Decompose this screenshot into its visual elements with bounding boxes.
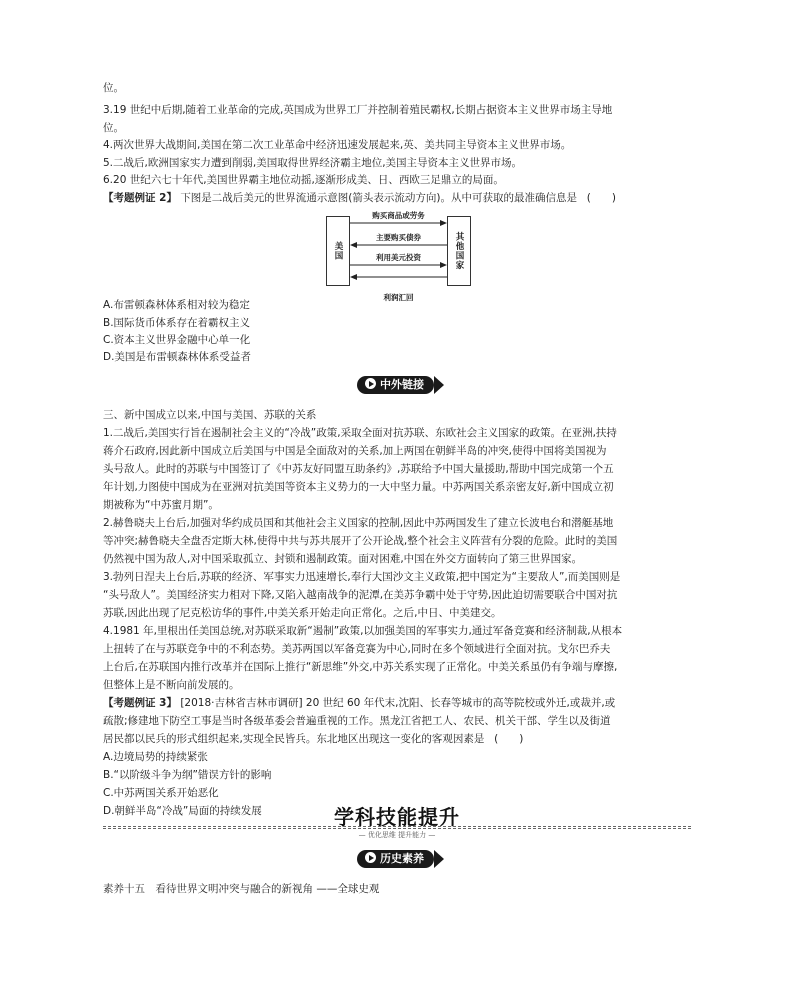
text-line: 4.1981 年,里根出任美国总统,对苏联采取新“遏制”政策,以加强美国的军事实力,通过军备竞赛和经济制裁,从根本	[103, 625, 623, 637]
answer-bracket: ( )	[494, 733, 524, 745]
text-line: 1.二战后,美国实行旨在遏制社会主义的“冷战”政策,采取全面对抗苏联、东欧社会主义国家的政策。在亚洲,扶持	[103, 427, 617, 439]
flow-label: 主要购买债券	[376, 233, 421, 242]
text-line: 年计划,力图使中国成为在亚洲对抗美国等资本主义势力的一大中坚力量。中苏两国关系亲密友好,新中国成立初	[103, 481, 614, 493]
text-line: 仍然视中国为敌人,对中国采取孤立、封锁和遏制政策。面对困难,中国在外交方面转向了第三世界国家。	[103, 553, 583, 565]
text-line: 5.二战后,欧洲国家实力遭到削弱,美国取得世界经济霸主地位,美国主导资本主义世界市场。	[103, 157, 523, 169]
arrow-left-icon	[350, 274, 447, 280]
text-line: 6.20 世纪六七十年代,美国世界霸主地位动摇,逐渐形成美、日、西欧三足鼎立的局面。	[103, 174, 504, 186]
divider	[103, 828, 691, 829]
text-line: 等冲突;赫鲁晓夫全盘否定斯大林,使得中共与苏共展开了公开论战,整个社会主义阵营有分裂的危险。此时的美国	[103, 535, 618, 547]
flow-arrow-right	[350, 210, 447, 226]
play-icon	[365, 378, 376, 389]
flow-label: 购买商品或劳务	[372, 211, 425, 220]
diagram-others-label: 其他国家	[454, 232, 464, 270]
text-line: 疏散;修建地下防空工事是当时各级革委会普遍重视的工作。黑龙江省把工人、农民、机关干部、学生以及街道	[103, 715, 611, 727]
text-line	[103, 730, 693, 748]
example-tag: 【考题例证 2】	[103, 192, 177, 204]
text-line: 苏联,因此出现了尼克松访华的事件,中美关系开始走向正常化。之后,中日、中美建交。	[103, 607, 502, 619]
option-a: A.边境局势的持续紧张	[103, 751, 208, 763]
text-line: 3.19 世纪中后期,随着工业革命的完成,英国成为世界工厂并控制着殖民霸权,长期占据资本主义世界市场主导地	[103, 104, 613, 116]
text-line: 上台后,在苏联国内推行改革并在国际上推行“新思维”外交,中苏关系实现了正常化。中美关系虽仍有争端与摩擦,	[103, 661, 618, 673]
text-line: 2.赫鲁晓夫上台后,加强对华约成员国和其他社会主义国家的控制,因此中苏两国发生了建立长波电台和潜艇基地	[103, 517, 614, 529]
skills-subtitle: — 优化思维 提升能力 —	[358, 831, 436, 839]
text-line: 头号敌人。此时的苏联与中国签订了《中苏友好同盟互助条约》,苏联给予中国大量援助,帮助中国完成第一个五	[103, 463, 614, 475]
text-line: 3.勃列日涅夫上台后,苏联的经济、军事实力迅速增长,奉行大国沙文主义政策,把中国定为“主要敌人”,而美国则是	[103, 571, 621, 583]
example-2-question	[103, 189, 693, 207]
flow-label: 利润汇回	[383, 293, 414, 302]
diagram-usa-box	[326, 216, 350, 286]
example-3-question	[103, 694, 693, 712]
section-heading: 三、新中国成立以来,中国与美国、苏联的关系	[103, 409, 317, 421]
dollar-flow-diagram	[326, 211, 471, 302]
answer-bracket: ( )	[586, 192, 616, 204]
arrow-left-icon	[350, 242, 447, 248]
badge-label: 历史素养	[380, 852, 424, 865]
flow-arrow-left	[350, 232, 447, 248]
flow-arrow-right	[350, 252, 447, 268]
text-line: 但整体上是不断向前发展的。	[103, 679, 240, 691]
play-icon	[365, 852, 376, 863]
text-line: 4.两次世界大战期间,美国在第二次工业革命中经济迅速发展起来,英、美共同主导资本主义世界市场。	[103, 139, 572, 151]
option-d: D.美国是布雷顿森林体系受益者	[103, 351, 251, 363]
question-text: 下图是二战后美元的世界流通示意图(箭头表示流动方向)。从中可获取的最准确信息是	[180, 192, 578, 204]
diagram-usa-label: 美国	[333, 241, 343, 261]
text-line: 位。	[103, 82, 124, 94]
option-c: C.资本主义世界金融中心单一化	[103, 334, 251, 346]
option-c: C.中苏两国关系开始恶化	[103, 787, 219, 799]
question-text: 20 世纪 60 年代末,沈阳、长春等城市的高等院校或外迁,或裁并,或	[305, 697, 616, 709]
option-d: D.朝鲜半岛“冷战”局面的持续发展	[103, 805, 262, 817]
arrow-right-icon	[350, 220, 447, 226]
text-line: 位。	[103, 122, 124, 134]
option-b: B.“以阶级斗争为纲”错误方针的影响	[103, 769, 272, 781]
example-tag: 【考题例证 3】	[103, 697, 177, 709]
question-text: 居民都以民兵的形式组织起来,实现全民皆兵。东北地区出现这一变化的客观因素是	[103, 733, 485, 745]
section-badge-history	[357, 850, 434, 868]
text-line: 上扭转了在与苏联竞争中的不利态势。美苏两国以军备竞赛为中心,同时在多个领域进行全面对抗。戈尔巴乔夫	[103, 643, 611, 655]
text-line: 期被称为“中苏蜜月期”。	[103, 499, 219, 511]
literacy-line: 素养十五 看待世界文明冲突与融合的新视角 ——全球史观	[103, 883, 380, 895]
option-b: B.国际货币体系存在着霸权主义	[103, 317, 251, 329]
question-source: [2018·吉林省吉林市调研]	[180, 697, 303, 709]
flow-arrow-left	[350, 274, 447, 302]
text-line: “头号敌人”。美国经济实力相对下降,又陷入越南战争的泥潭,在美苏争霸中处于守势,因此迫切需要联合中国对抗	[103, 589, 618, 601]
badge-label: 中外链接	[380, 378, 424, 391]
text-line: 蒋介石政府,因此新中国成立后美国与中国是全面敌对的关系,加上两国在朝鲜半岛的冲突,使得中国将美国视为	[103, 445, 607, 457]
flow-label: 利用美元投资	[376, 253, 421, 262]
option-a: A.布雷顿森林体系相对较为稳定	[103, 299, 250, 311]
diagram-others-box	[447, 216, 471, 286]
arrow-right-icon	[350, 262, 447, 268]
divider	[103, 826, 691, 827]
section-badge-link	[357, 376, 434, 394]
skills-title: 学科技能提升	[334, 805, 460, 829]
